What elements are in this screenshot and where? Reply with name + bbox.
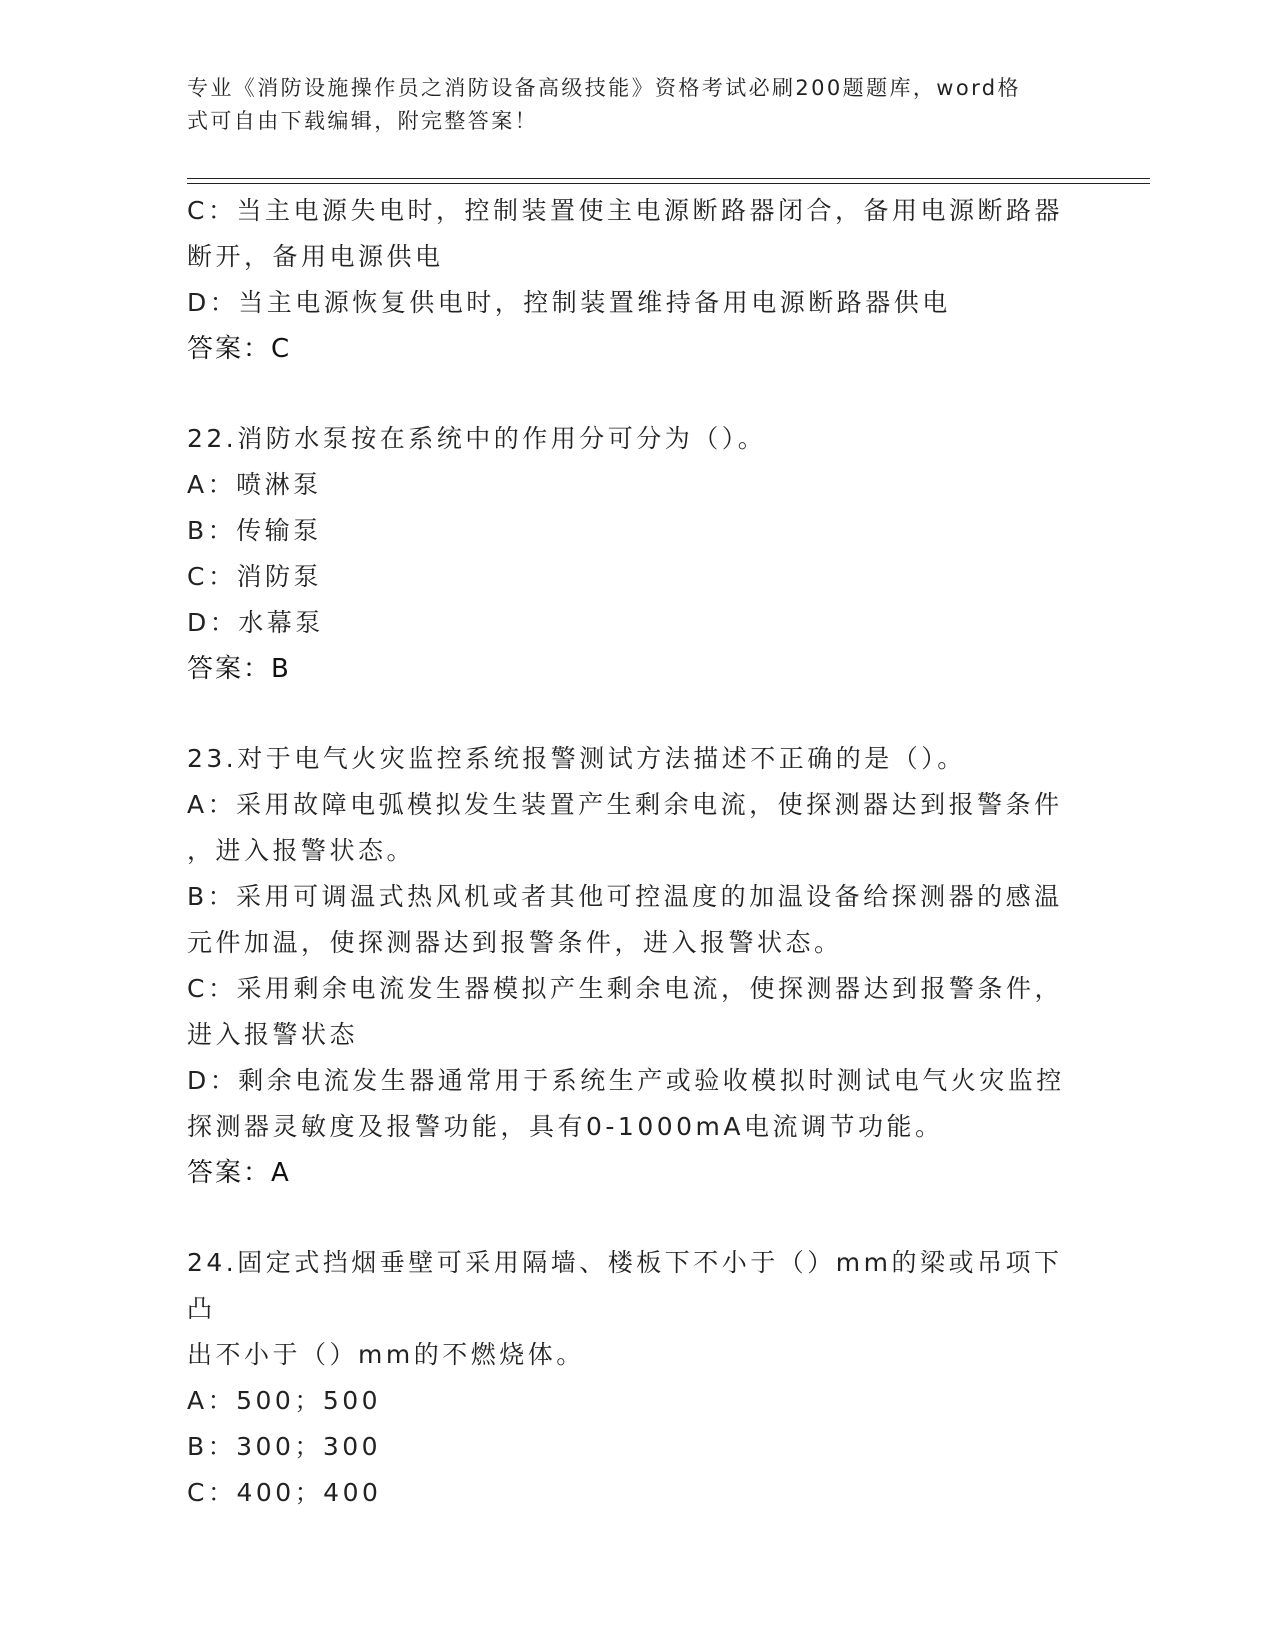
q23-option-c-line-1: C：采用剩余电流发生器模拟产生剩余电流，使探测器达到报警条件， [187,974,1063,1003]
header-line-1: 专业《消防设施操作员之消防设备高级技能》资格考试必刷200题题库，word格 [187,76,1021,100]
q21-option-d: D：当主电源恢复供电时，控制装置维持备用电源断路器供电 [187,288,951,317]
q23-option-d-line-1: D：剩余电流发生器通常用于系统生产或验收模拟时测试电气火灾监控 [187,1066,1065,1095]
q23-option-a-line-2: ，进入报警状态。 [187,836,416,865]
spacer [187,692,1077,736]
q21-option-c-line-1: C：当主电源失电时，控制装置使主电源断路器闭合，备用电源断路器 [187,196,1063,225]
q23-question: 23.对于电气火灾监控系统报警测试方法描述不正确的是（）。 [187,744,966,773]
q22-answer: 答案：B [187,654,291,684]
q24-question-line-2: 出不小于（）mm的不燃烧体。 [187,1340,585,1369]
q24-question-line-1: 24.固定式挡烟垂壁可采用隔墙、楼板下不小于（）mm的梁或吊项下凸 [187,1248,1063,1323]
q24-option-a: A：500；500 [187,1386,382,1415]
q23-answer: 答案：A [187,1158,291,1188]
q23-option-b-line-2: 元件加温，使探测器达到报警条件，进入报警状态。 [187,928,843,957]
header-divider-bottom [187,183,1150,184]
question-21-block [187,188,1077,372]
q22-option-c: C：消防泵 [187,562,322,591]
question-content [187,188,1077,1516]
q23-option-b-line-1: B：采用可调温式热风机或者其他可控温度的加温设备给探测器的感温 [187,882,1063,911]
q22-question: 22.消防水泵按在系统中的作用分可分为（）。 [187,424,767,453]
header-line-2: 式可自由下载编辑，附完整答案！ [187,109,538,133]
question-22-block [187,416,1077,692]
q24-option-b: B：300；300 [187,1432,382,1461]
q21-answer: 答案：C [187,334,292,364]
question-23-block [187,736,1077,1196]
header-divider-top [187,178,1150,179]
q23-option-c-line-2: 进入报警状态 [187,1020,359,1049]
question-24-block [187,1240,1077,1516]
q22-option-a: A：喷淋泵 [187,470,322,499]
q22-option-b: B：传输泵 [187,516,322,545]
q21-option-c-line-2: 断开，备用电源供电 [187,242,444,271]
q24-option-c: C：400；400 [187,1478,382,1507]
document-header [187,72,1067,138]
q23-option-d-line-2: 探测器灵敏度及报警功能，具有0-1000mA电流调节功能。 [187,1112,944,1141]
spacer [187,372,1077,416]
spacer [187,1196,1077,1240]
q23-option-a-line-1: A：采用故障电弧模拟发生装置产生剩余电流，使探测器达到报警条件 [187,790,1063,819]
q22-option-d: D：水幕泵 [187,608,324,637]
